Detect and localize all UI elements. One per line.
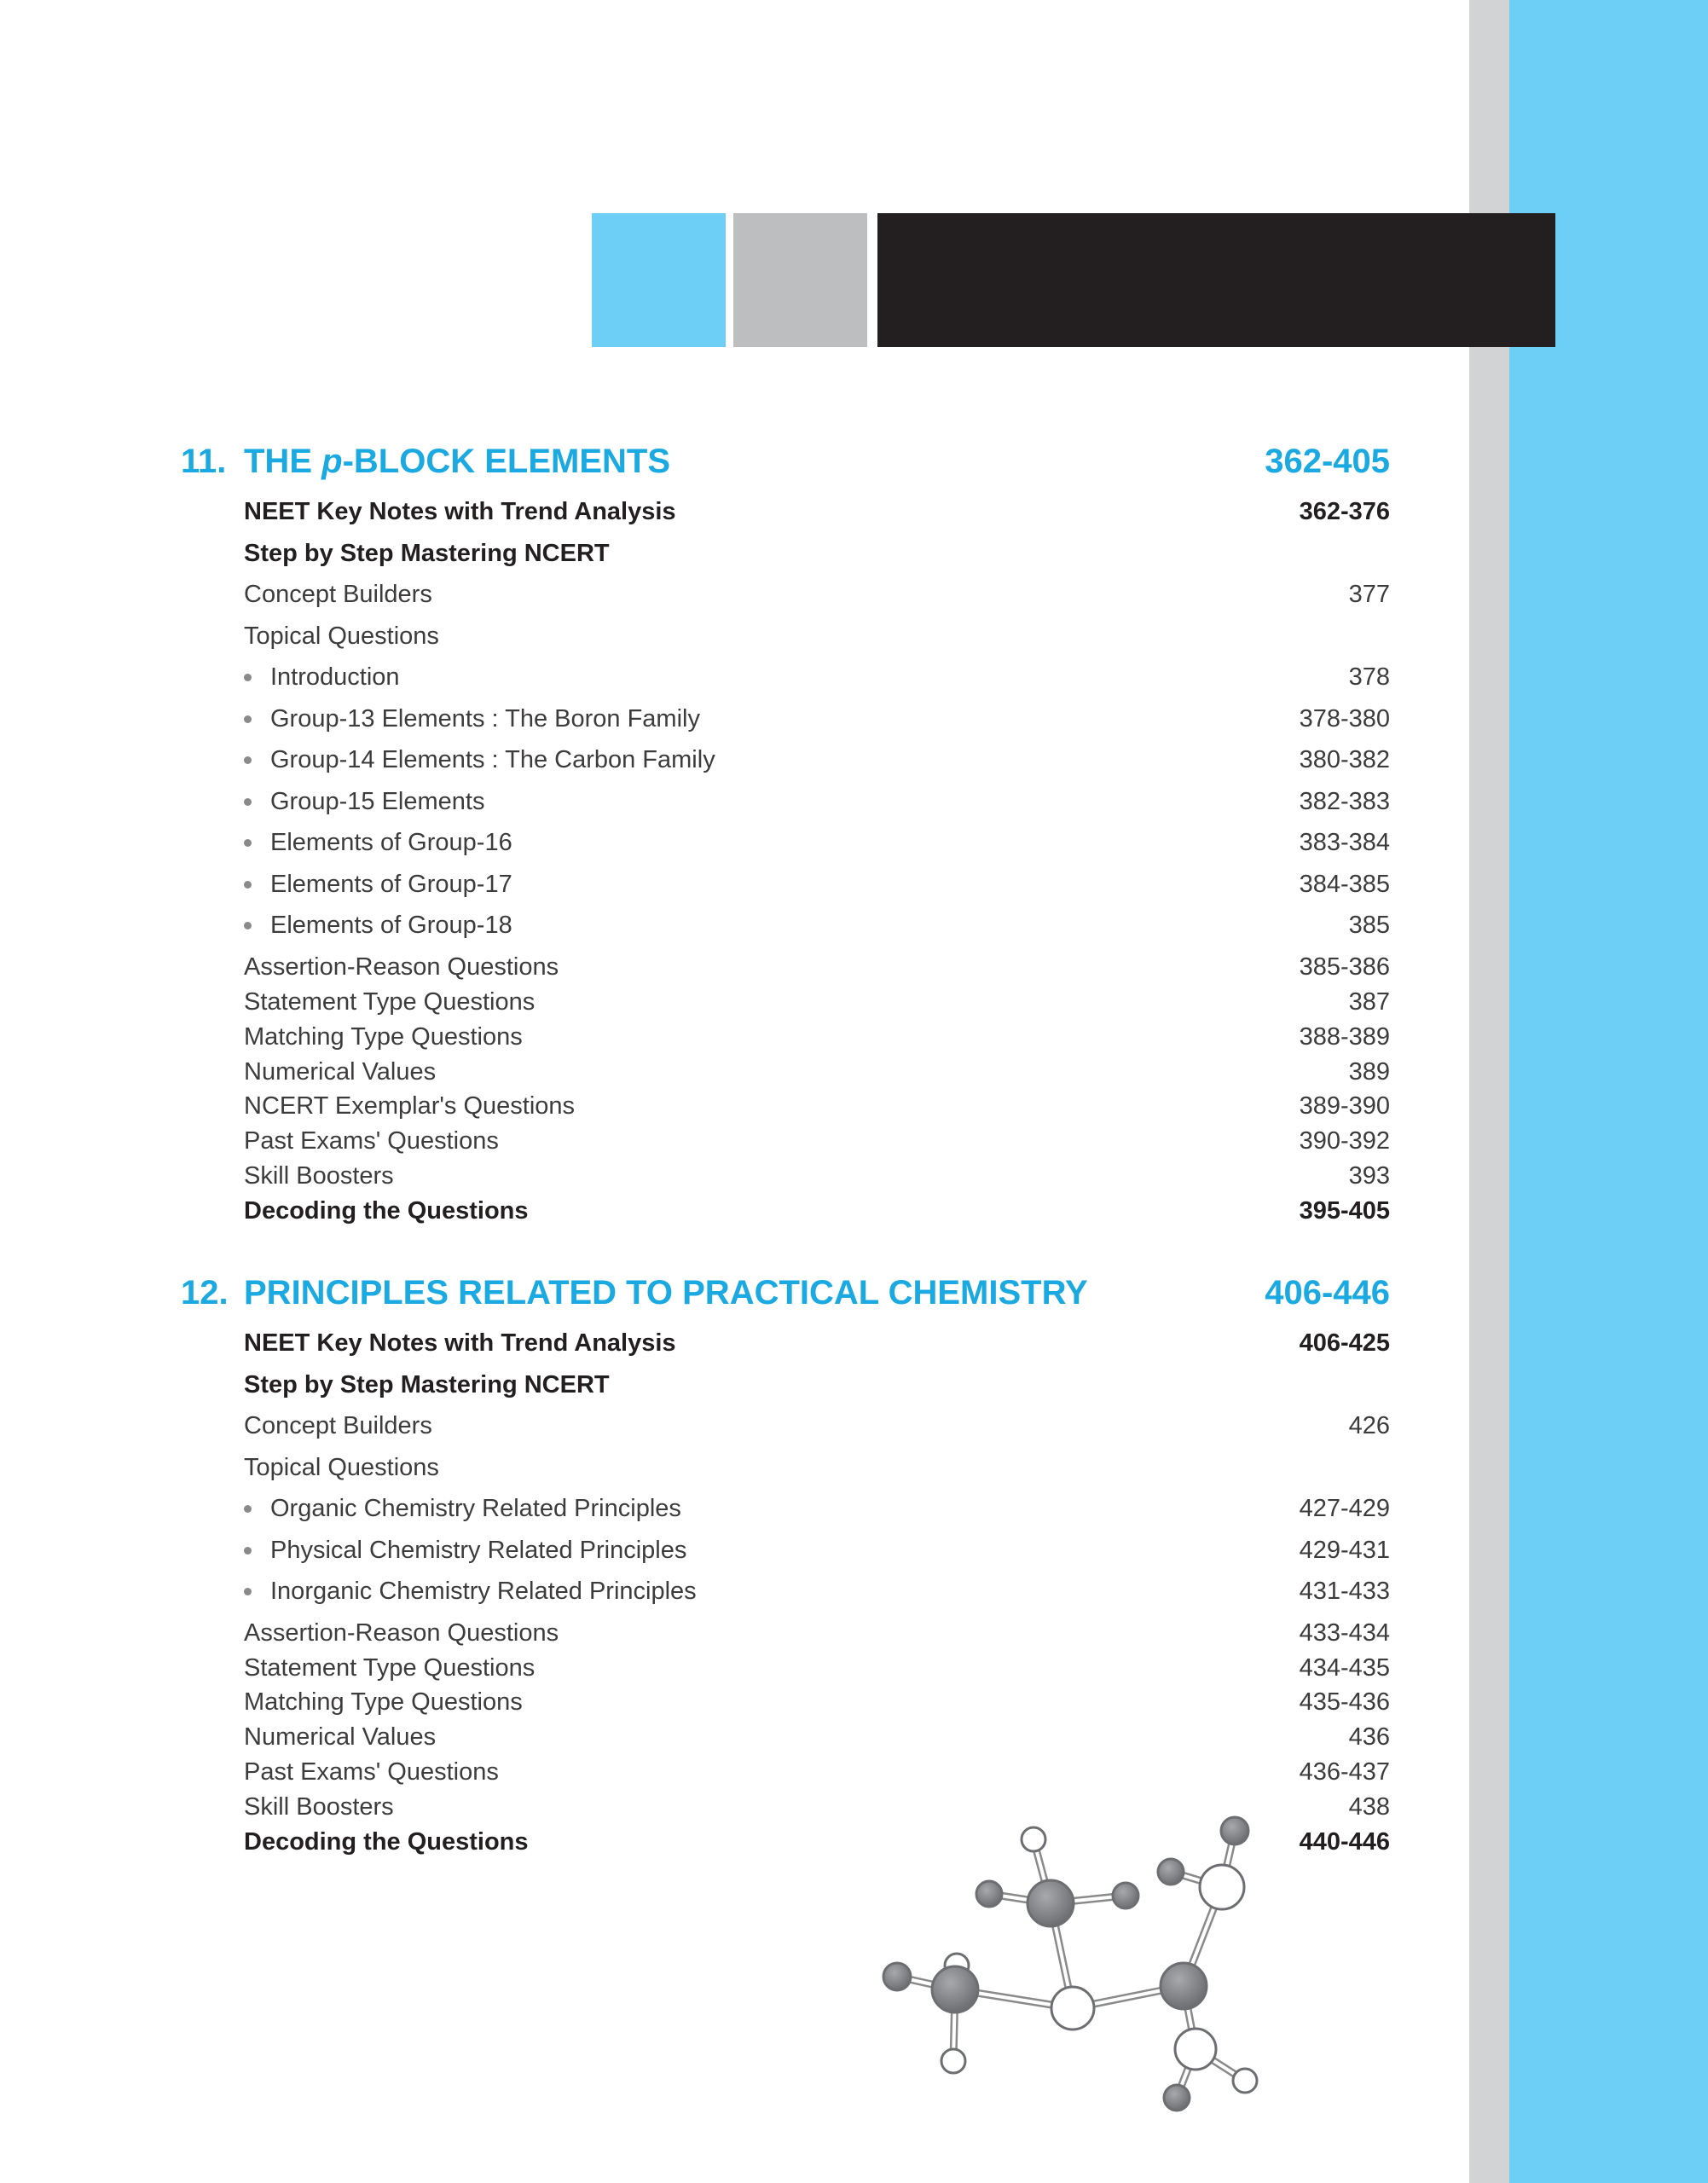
chapter-heading — [0, 436, 1390, 487]
entry-pages: 382-383 — [1299, 788, 1390, 815]
toc-entry[interactable] — [244, 1409, 1390, 1443]
entry-pages: 435-436 — [1299, 1688, 1390, 1716]
entry-label: Decoding the Questions — [244, 1197, 529, 1225]
entry-label: NEET Key Notes with Trend Analysis — [244, 498, 676, 525]
chapter-page-range: 362-405 — [1265, 443, 1390, 480]
toc-entry[interactable] — [244, 785, 1390, 819]
entry-label: Concept Builders — [244, 581, 432, 608]
chapter-title: THE p-BLOCK ELEMENTS — [244, 443, 670, 480]
toc-entry[interactable] — [244, 1124, 1390, 1158]
entry-pages: 429-431 — [1299, 1537, 1390, 1564]
entry-label: Inorganic Chemistry Related Principles — [270, 1578, 697, 1605]
entry-pages: 406-425 — [1299, 1329, 1390, 1357]
entry-label: Topical Questions — [244, 622, 439, 650]
toc-entry[interactable] — [244, 1451, 1390, 1485]
entry-pages: 390-392 — [1299, 1127, 1390, 1155]
toc-entry[interactable] — [244, 1089, 1390, 1123]
entry-label: Elements of Group-18 — [270, 912, 512, 939]
toc-entry[interactable] — [244, 1194, 1390, 1228]
toc-entry[interactable] — [244, 702, 1390, 736]
entry-label: Physical Chemistry Related Principles — [270, 1537, 687, 1564]
molecule-illustration — [878, 1812, 1279, 2128]
entry-label: Past Exams' Questions — [244, 1758, 499, 1786]
toc-entry[interactable] — [244, 743, 1390, 777]
toc-entry[interactable] — [244, 1616, 1390, 1650]
entry-label: Assertion-Reason Questions — [244, 1619, 559, 1647]
entry-pages: 389-390 — [1299, 1092, 1390, 1120]
entry-label: Statement Type Questions — [244, 1654, 536, 1682]
entry-pages: 436 — [1348, 1723, 1390, 1751]
toc-entry[interactable] — [244, 536, 1390, 570]
entry-pages: 440-446 — [1299, 1828, 1390, 1856]
entry-pages: 426 — [1348, 1412, 1390, 1439]
bullet-icon — [244, 1547, 252, 1555]
bullet-icon — [244, 756, 252, 764]
entry-label: Elements of Group-17 — [270, 871, 512, 898]
entry-label: Topical Questions — [244, 1454, 439, 1481]
entry-label: Numerical Values — [244, 1058, 437, 1086]
entry-label: Step by Step Mastering NCERT — [244, 540, 610, 567]
toc-entry[interactable] — [244, 1491, 1390, 1526]
toc-entry[interactable] — [244, 495, 1390, 529]
entry-pages: 434-435 — [1299, 1654, 1390, 1682]
entry-pages: 388-389 — [1299, 1023, 1390, 1051]
entry-label: Statement Type Questions — [244, 988, 536, 1016]
decorative-blue-block — [592, 213, 726, 347]
toc-entry[interactable] — [244, 908, 1390, 942]
toc-entry[interactable] — [244, 1020, 1390, 1054]
toc-entry[interactable] — [244, 950, 1390, 984]
bullet-icon — [244, 1588, 252, 1595]
entry-label: Concept Builders — [244, 1412, 432, 1439]
toc-entry[interactable] — [244, 867, 1390, 901]
bullet-icon — [244, 922, 252, 929]
toc-entry[interactable] — [244, 619, 1390, 653]
entry-pages: 383-384 — [1299, 829, 1390, 856]
toc-entry[interactable] — [244, 1326, 1390, 1360]
decorative-black-banner — [877, 213, 1555, 347]
chapter-number: 11. — [181, 443, 227, 480]
toc-entry[interactable] — [244, 1368, 1390, 1402]
bullet-icon — [244, 715, 252, 723]
bullet-icon — [244, 674, 252, 681]
entry-pages: 385-386 — [1299, 953, 1390, 981]
entry-label: Organic Chemistry Related Principles — [270, 1495, 681, 1522]
entry-label: Skill Boosters — [244, 1793, 394, 1821]
entry-label: Matching Type Questions — [244, 1023, 523, 1051]
toc-entry[interactable] — [244, 1159, 1390, 1193]
entry-pages: 362-376 — [1299, 498, 1390, 525]
entry-pages: 384-385 — [1299, 871, 1390, 898]
toc-entry[interactable] — [244, 1755, 1390, 1789]
toc-entry[interactable] — [244, 1685, 1390, 1719]
toc-entry[interactable] — [244, 1055, 1390, 1089]
toc-entry[interactable] — [244, 1651, 1390, 1685]
entry-pages: 433-434 — [1299, 1619, 1390, 1647]
entry-label: Step by Step Mastering NCERT — [244, 1371, 610, 1398]
chapter-title: PRINCIPLES RELATED TO PRACTICAL CHEMISTRY — [244, 1274, 1088, 1312]
entry-label: Decoding the Questions — [244, 1828, 529, 1856]
entry-pages: 380-382 — [1299, 746, 1390, 773]
entry-pages: 395-405 — [1299, 1197, 1390, 1225]
entry-label: Numerical Values — [244, 1723, 437, 1751]
entry-pages: 438 — [1348, 1793, 1390, 1821]
entry-label: NCERT Exemplar's Questions — [244, 1092, 576, 1120]
entry-label: Elements of Group-16 — [270, 829, 512, 856]
toc-entry[interactable] — [244, 1720, 1390, 1754]
bullet-icon — [244, 881, 252, 889]
entry-pages: 387 — [1348, 988, 1390, 1016]
decorative-gray-block — [733, 213, 867, 347]
toc-entry[interactable] — [244, 1533, 1390, 1567]
toc-entry[interactable] — [244, 1574, 1390, 1608]
molecule-atoms — [883, 1817, 1257, 2111]
toc-entry[interactable] — [244, 985, 1390, 1019]
chapter-page-range: 406-446 — [1265, 1274, 1390, 1312]
entry-label: Group-15 Elements — [270, 788, 485, 815]
entry-pages: 389 — [1348, 1058, 1390, 1086]
entry-label: Introduction — [270, 663, 400, 691]
entry-label: Assertion-Reason Questions — [244, 953, 559, 981]
entry-pages: 393 — [1348, 1162, 1390, 1190]
entry-pages: 436-437 — [1299, 1758, 1390, 1786]
bullet-icon — [244, 798, 252, 806]
bullet-icon — [244, 1505, 252, 1513]
toc-entry[interactable] — [244, 825, 1390, 860]
bullet-icon — [244, 839, 252, 847]
entry-label: Group-14 Elements : The Carbon Family — [270, 746, 715, 773]
chapter-number: 12. — [181, 1274, 229, 1312]
entry-label: Matching Type Questions — [244, 1688, 523, 1716]
entry-label: NEET Key Notes with Trend Analysis — [244, 1329, 676, 1357]
entry-pages: 431-433 — [1299, 1578, 1390, 1605]
entry-label: Group-13 Elements : The Boron Family — [270, 705, 700, 732]
chapter-heading — [0, 1267, 1390, 1318]
entry-pages: 378-380 — [1299, 705, 1390, 732]
entry-pages: 378 — [1348, 663, 1390, 691]
entry-pages: 427-429 — [1299, 1495, 1390, 1522]
entry-label: Past Exams' Questions — [244, 1127, 499, 1155]
toc-entry[interactable] — [244, 660, 1390, 694]
entry-pages: 377 — [1348, 581, 1390, 608]
entry-pages: 385 — [1348, 912, 1390, 939]
toc-entry[interactable] — [244, 577, 1390, 611]
entry-label: Skill Boosters — [244, 1162, 394, 1190]
